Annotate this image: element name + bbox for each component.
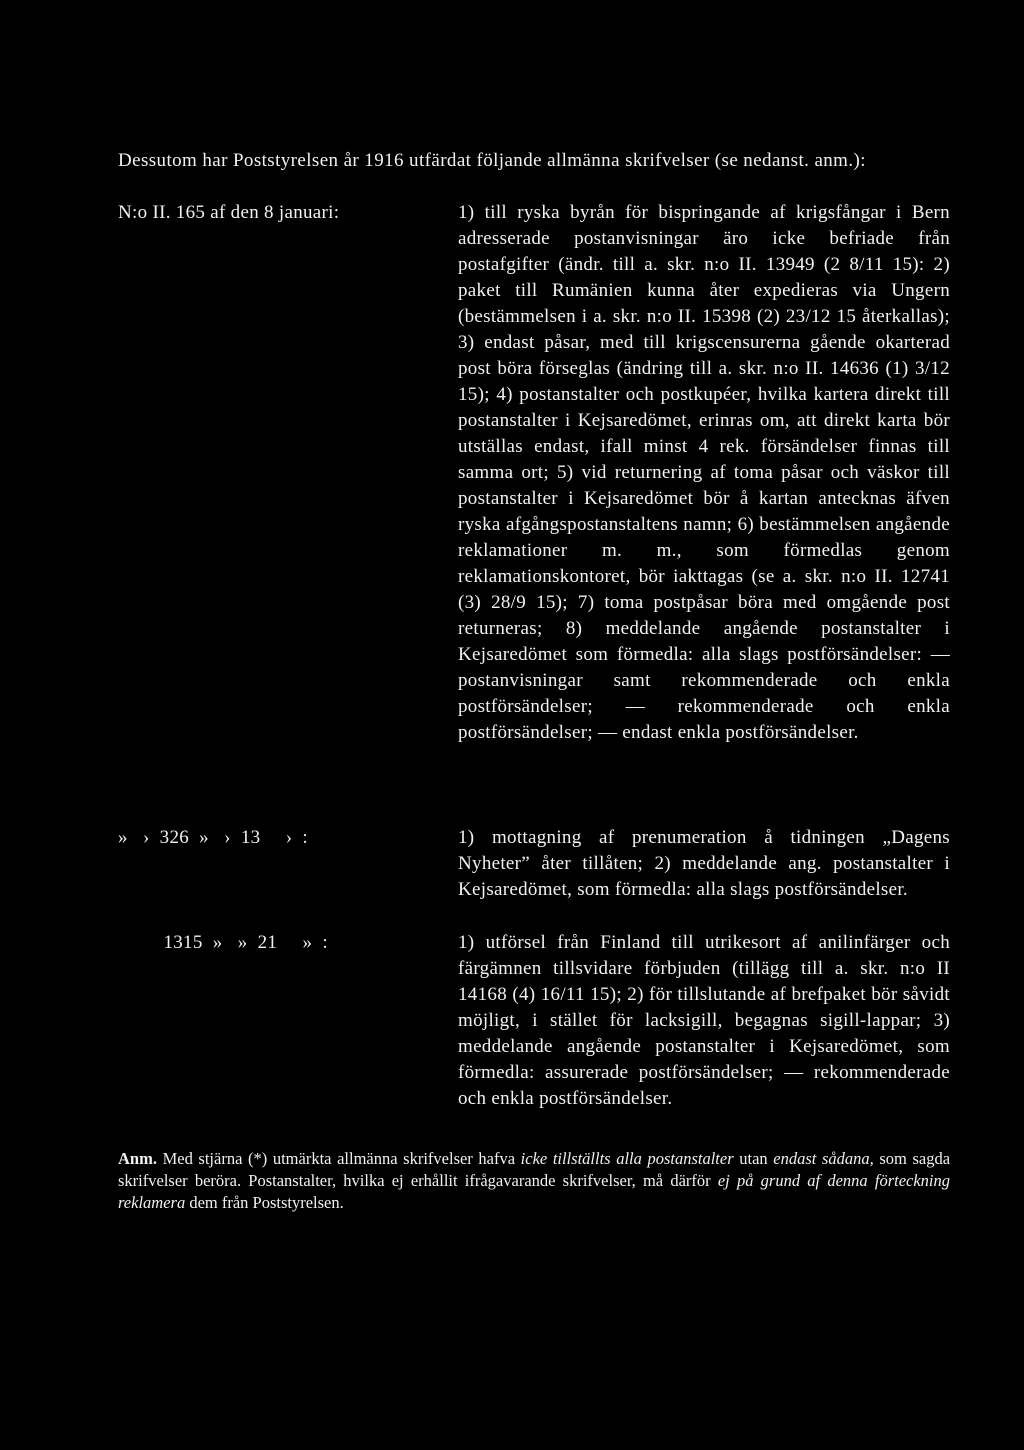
letter-text: 1) till ryska byrån för bispringande af krigsfångar i Bern adresserade postanvisningar äro icke befriade från postafgifter (ändr. till a. skr. n:o II. 13949 (2 8/11 15): 2) paket till Rumänien kunna åter expedieras via Ungern (bestämmelsen i a. skr. n:o II. 15398 (2) 23/12 15 återkallas); 3) endast påsar, med till krigscensurerna gående okarterad post böra förseglas (ändring till a. skr. n:o II. 14636 (1) 3/12 15); 4) postanstalter och postkupéer, hvilka kartera direkt till postanstalter i Kejsaredömet, erinras om, att direkt karta bör utställas endast, ifall minst 4 rek. försändelser finnas till samma ort; 5) vid returnering af toma påsar och väskor till postanstalter i Kejsaredömet bör å kartan antecknas äfven ryska afgångspostanstaltens namn; 6) bestämmelsen angående reklamationer m. m., som förmedlas genom reklamationskontoret, bör iakttagas (se a. skr. n:o II. 12741 (3) 28/9 15); 7) toma postpåsar böra med omgående post returneras; 8) meddelande angående postanstalter i Kejsaredömet som förmedla: alla slags postförsändelser: — postanvisningar samt rekommenderade och enkla postförsändelser; — rekommenderade och enkla postförsändelser; — endast enkla postförsändelser. — [458, 202, 950, 743]
letter-text: 1) mottagning af prenumeration å tidningen „Dagens Nyheter” åter tillåten; 2) meddelande ang. postanstalter i Kejsaredömet, som förmedla: alla slags postförsändelser. — [458, 827, 950, 900]
letter-entry — [118, 825, 950, 903]
footnote-italic: ej på grund af denna förteckning reklamera — [118, 1171, 951, 1212]
footnote-italic: endast sådana, — [773, 1149, 874, 1168]
letter-reference: » › 326 » › 13 › : — [118, 827, 309, 848]
letter-entry — [118, 930, 950, 1112]
footnote-lead: Anm. — [118, 1149, 157, 1168]
letter-text: 1) utförsel från Finland till utrikesort af anilinfärger och färgämnen tillsvidare förbjuden (tillägg till a. skr. n:o II 14168 (4) 16/11 15); 2) för tillslutande af brefpaket bör såvidt möjligt, i stället för lacksigill, begagnas sigill-lappar; 3) meddelande angående postanstalter i Kejsaredömet, som förmedla: assurerade postförsändelser; — rekommenderade och enkla postförsändelser. — [458, 932, 950, 1109]
footnote-text: som sagda skrifvelser beröra. Postanstalter, hvilka ej erhållit ifrågavarande skrifvelser, må därför — [118, 1149, 951, 1190]
footnote-text: dem från Poststyrelsen. — [189, 1193, 344, 1212]
footnote — [118, 1148, 950, 1214]
intro-paragraph: Dessutom har Poststyrelsen år 1916 utfärdat följande allmänna skrifvelser (se nedanst. anm.): — [118, 150, 866, 171]
letter-reference: N:o II. 165 af den 8 januari: — [118, 202, 340, 223]
footnote-text: utan — [739, 1149, 768, 1168]
footnote-italic: icke tillställts alla postanstalter — [520, 1149, 734, 1168]
letter-entry — [118, 200, 950, 746]
footnote-text: Med stjärna (*) utmärkta allmänna skrifvelser hafva — [162, 1149, 516, 1168]
letter-reference: 1315 » » 21 » : — [118, 932, 328, 953]
